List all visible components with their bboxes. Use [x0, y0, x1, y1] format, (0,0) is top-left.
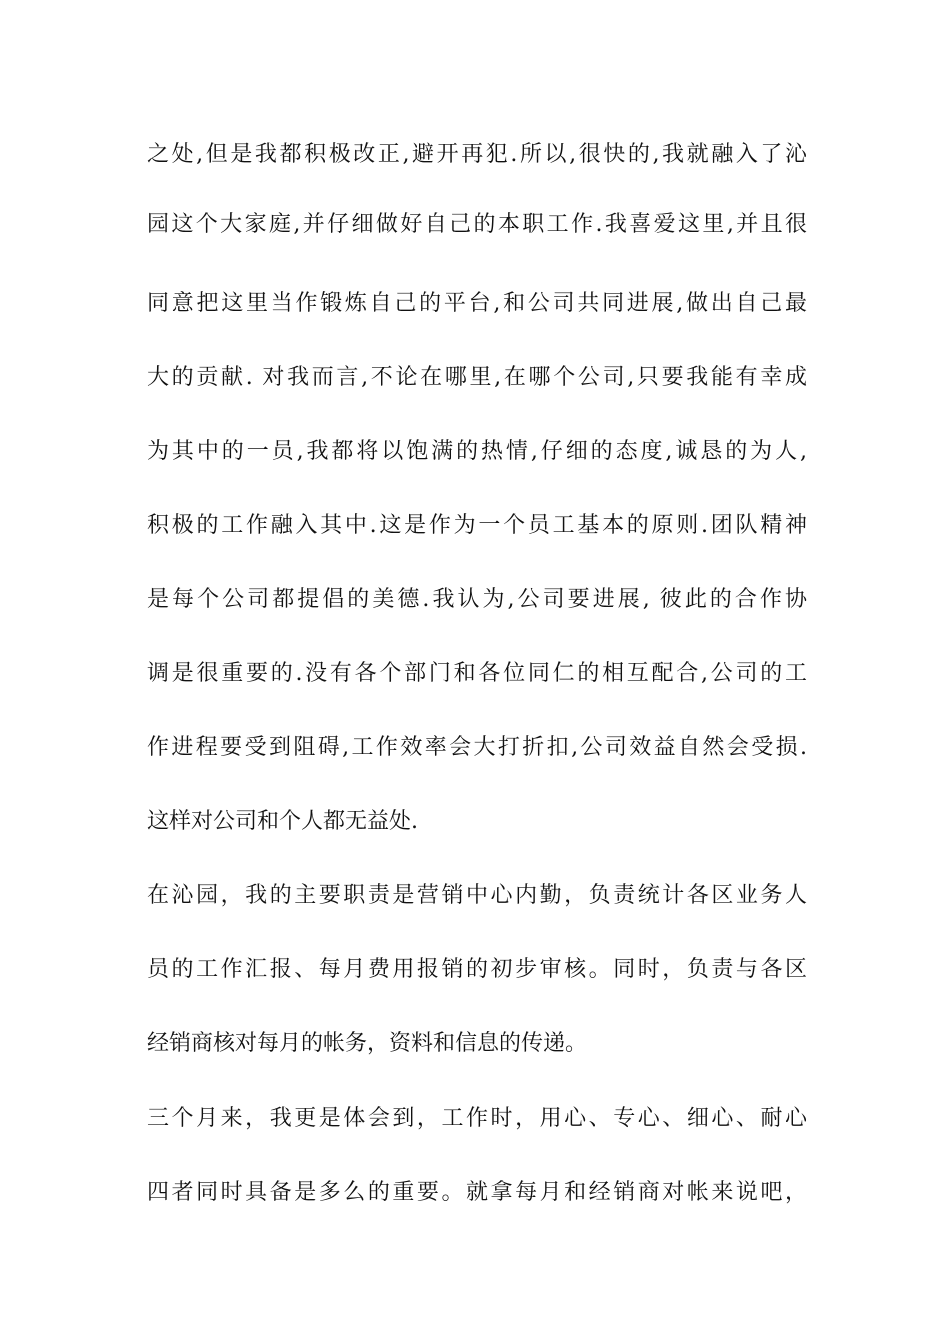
paragraph-2-line-1: 在沁园，我的主要职责是营销中心内勤，负责统计各区业务人	[147, 883, 807, 908]
paragraph-1-line-3: 同意把这里当作锻炼自己的平台,和公司共同进展,做出自己最	[147, 291, 807, 316]
paragraph-1-line-9: 作进程要受到阻碍,工作效率会大打折扣,公司效益自然会受损.	[147, 735, 807, 760]
paragraph-2-line-3: 经销商核对每月的帐务，资料和信息的传递。	[147, 1031, 588, 1056]
paragraph-1-line-8: 调是很重要的.没有各个部门和各位同仁的相互配合,公司的工	[147, 661, 807, 686]
paragraph-1-line-7: 是每个公司都提倡的美德.我认为,公司要进展, 彼此的合作协	[147, 587, 807, 612]
paragraph-1-line-4: 大的贡献. 对我而言,不论在哪里,在哪个公司,只要我能有幸成	[147, 365, 807, 390]
paragraph-3-line-2: 四者同时具备是多么的重要。就拿每月和经销商对帐来说吧，	[147, 1180, 807, 1205]
paragraph-1-line-2: 园这个大家庭,并仔细做好自己的本职工作.我喜爱这里,并且很	[147, 212, 807, 237]
paragraph-2-line-2: 员的工作汇报、每月费用报销的初步审核。同时，负责与各区	[147, 957, 807, 982]
paragraph-1-line-5: 为其中的一员,我都将以饱满的热情,仔细的态度,诚恳的为人,	[147, 439, 807, 464]
paragraph-1-line-1: 之处,但是我都积极改正,避开再犯.所以,很快的,我就融入了沁	[147, 142, 807, 167]
paragraph-1-line-6: 积极的工作融入其中.这是作为一个员工基本的原则.团队精神	[147, 513, 807, 538]
paragraph-3-line-1: 三个月来，我更是体会到，工作时，用心、专心、细心、耐心	[147, 1106, 807, 1131]
paragraph-1-line-10: 这样对公司和个人都无益处.	[147, 809, 418, 834]
